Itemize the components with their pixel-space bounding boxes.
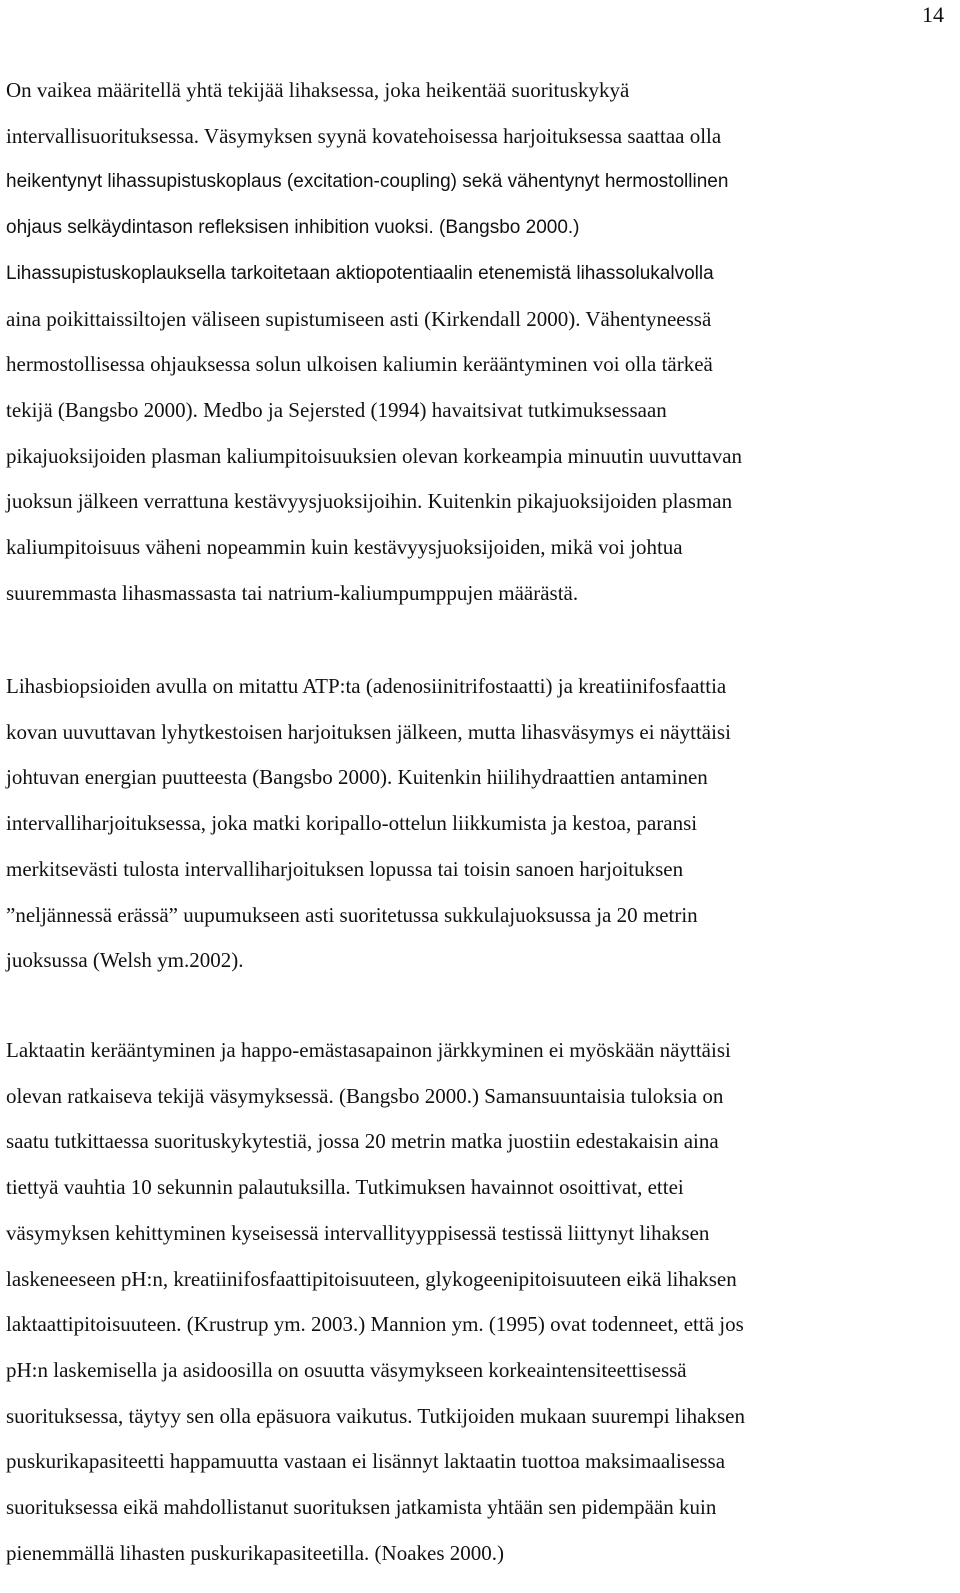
text-line: laktaattipitoisuuteen. (Krustrup ym. 2003.) Mannion ym. (1995) ovat todenneet, että jos (6, 1312, 744, 1337)
text-line: väsymyksen kehittyminen kyseisessä intervallityyppisessä testissä liittynyt lihaksen (6, 1220, 710, 1245)
text-line: ohjaus selkäydintason refleksisen inhibition vuoksi. (Bangsbo 2000.) (6, 217, 580, 239)
paragraph-1 (6, 68, 951, 616)
text-line: merkitsevästi tulosta intervalliharjoituksen lopussa tai toisin sanoen harjoituksen (6, 856, 684, 881)
text-line: suorituksessa, täytyy sen olla epäsuora vaikutus. Tutkijoiden mukaan suurempi lihaksen (6, 1403, 745, 1428)
text-line: intervallisuorituksessa. Väsymyksen syynä kovatehoisessa harjoituksessa saattaa olla (6, 123, 722, 148)
text-line: olevan ratkaiseva tekijä väsymyksessä. (Bangsbo 2000.) Samansuuntaisia tuloksia on (6, 1083, 724, 1108)
text-line: Laktaatin kerääntyminen ja happo-emästasapainon järkkyminen ei myöskään näyttäisi (6, 1038, 731, 1062)
text-line: Lihasbiopsioiden avulla on mitattu ATP:ta (adenosiinitrifostaatti) ja kreatiinifosfaattia (6, 674, 727, 698)
text-line: tiettyä vauhtia 10 sekunnin palautuksilla. Tutkimuksen havainnot osoittivat, ettei (6, 1175, 684, 1200)
text-line: kovan uuvuttavan lyhytkestoisen harjoituksen jälkeen, mutta lihasväsymys ei näyttäisi (6, 719, 731, 744)
text-line: intervalliharjoituksessa, joka matki koripallo-ottelun liikkumista ja kestoa, paransi (6, 811, 698, 836)
text-line: saatu tutkittaessa suorituskykytestiä, jossa 20 metrin matka juostiin edestakaisin aina (6, 1129, 719, 1154)
page-number: 14 (922, 2, 944, 27)
text-line: ”neljännessä erässä” uupumukseen asti suoritetussa sukkulajuoksussa ja 20 metrin (6, 902, 698, 927)
paragraph-3 (6, 1028, 951, 1576)
text-line: suuremmasta lihasmassasta tai natrium-kaliumpumppujen määrästä. (6, 580, 579, 605)
text-line: juoksun jälkeen verrattuna kestävyysjuoksijoihin. Kuitenkin pikajuoksijoiden plasman (6, 489, 733, 514)
text-line: heikentynyt lihassupistuskoplaus (excitation-coupling) sekä vähentynyt hermostollinen (6, 171, 729, 193)
text-line: suorituksessa eikä mahdollistanut suorituksen jatkamista yhtään sen pidempään kuin (6, 1495, 717, 1520)
text-line: tekijä (Bangsbo 2000). Medbo ja Sejersted (1994) havaitsivat tutkimuksessaan (6, 397, 667, 422)
text-line: laskeneeseen pH:n, kreatiinifosfaattipitoisuuteen, glykogeenipitoisuuteen eikä lihaksen (6, 1266, 737, 1291)
text-line: juoksussa (Welsh ym.2002). (6, 948, 244, 973)
text-line: johtuvan energian puutteesta (Bangsbo 2000). Kuitenkin hiilihydraattien antaminen (6, 765, 708, 790)
text-line: kaliumpitoisuus väheni nopeammin kuin kestävyysjuoksijoiden, mikä voi johtua (6, 535, 683, 560)
text-line: pH:n laskemisella ja asidoosilla on osuutta väsymykseen korkeaintensiteettisessä (6, 1357, 687, 1382)
text-line: Lihassupistuskoplauksella tarkoitetaan aktiopotentiaalin etenemistä lihassolukalvolla (6, 262, 714, 284)
text-line: pienemmällä lihasten puskurikapasiteetilla. (Noakes 2000.) (6, 1540, 505, 1565)
text-line: puskurikapasiteetti happamuutta vastaan ei lisännyt laktaatin tuottoa maksimaalisessa (6, 1449, 726, 1474)
text-line: pikajuoksijoiden plasman kaliumpitoisuuksien olevan korkeampia minuutin uuvuttavan (6, 443, 743, 468)
text-line: hermostollisessa ohjauksessa solun ulkoisen kaliumin kerääntyminen voi olla tärkeä (6, 352, 713, 377)
text-line: On vaikea määritellä yhtä tekijää lihaksessa, joka heikentää suorituskykyä (6, 78, 630, 102)
text-line: aina poikittaissiltojen väliseen supistumiseen asti (Kirkendall 2000). Vähentyneessä (6, 306, 712, 331)
paragraph-2 (6, 664, 951, 984)
